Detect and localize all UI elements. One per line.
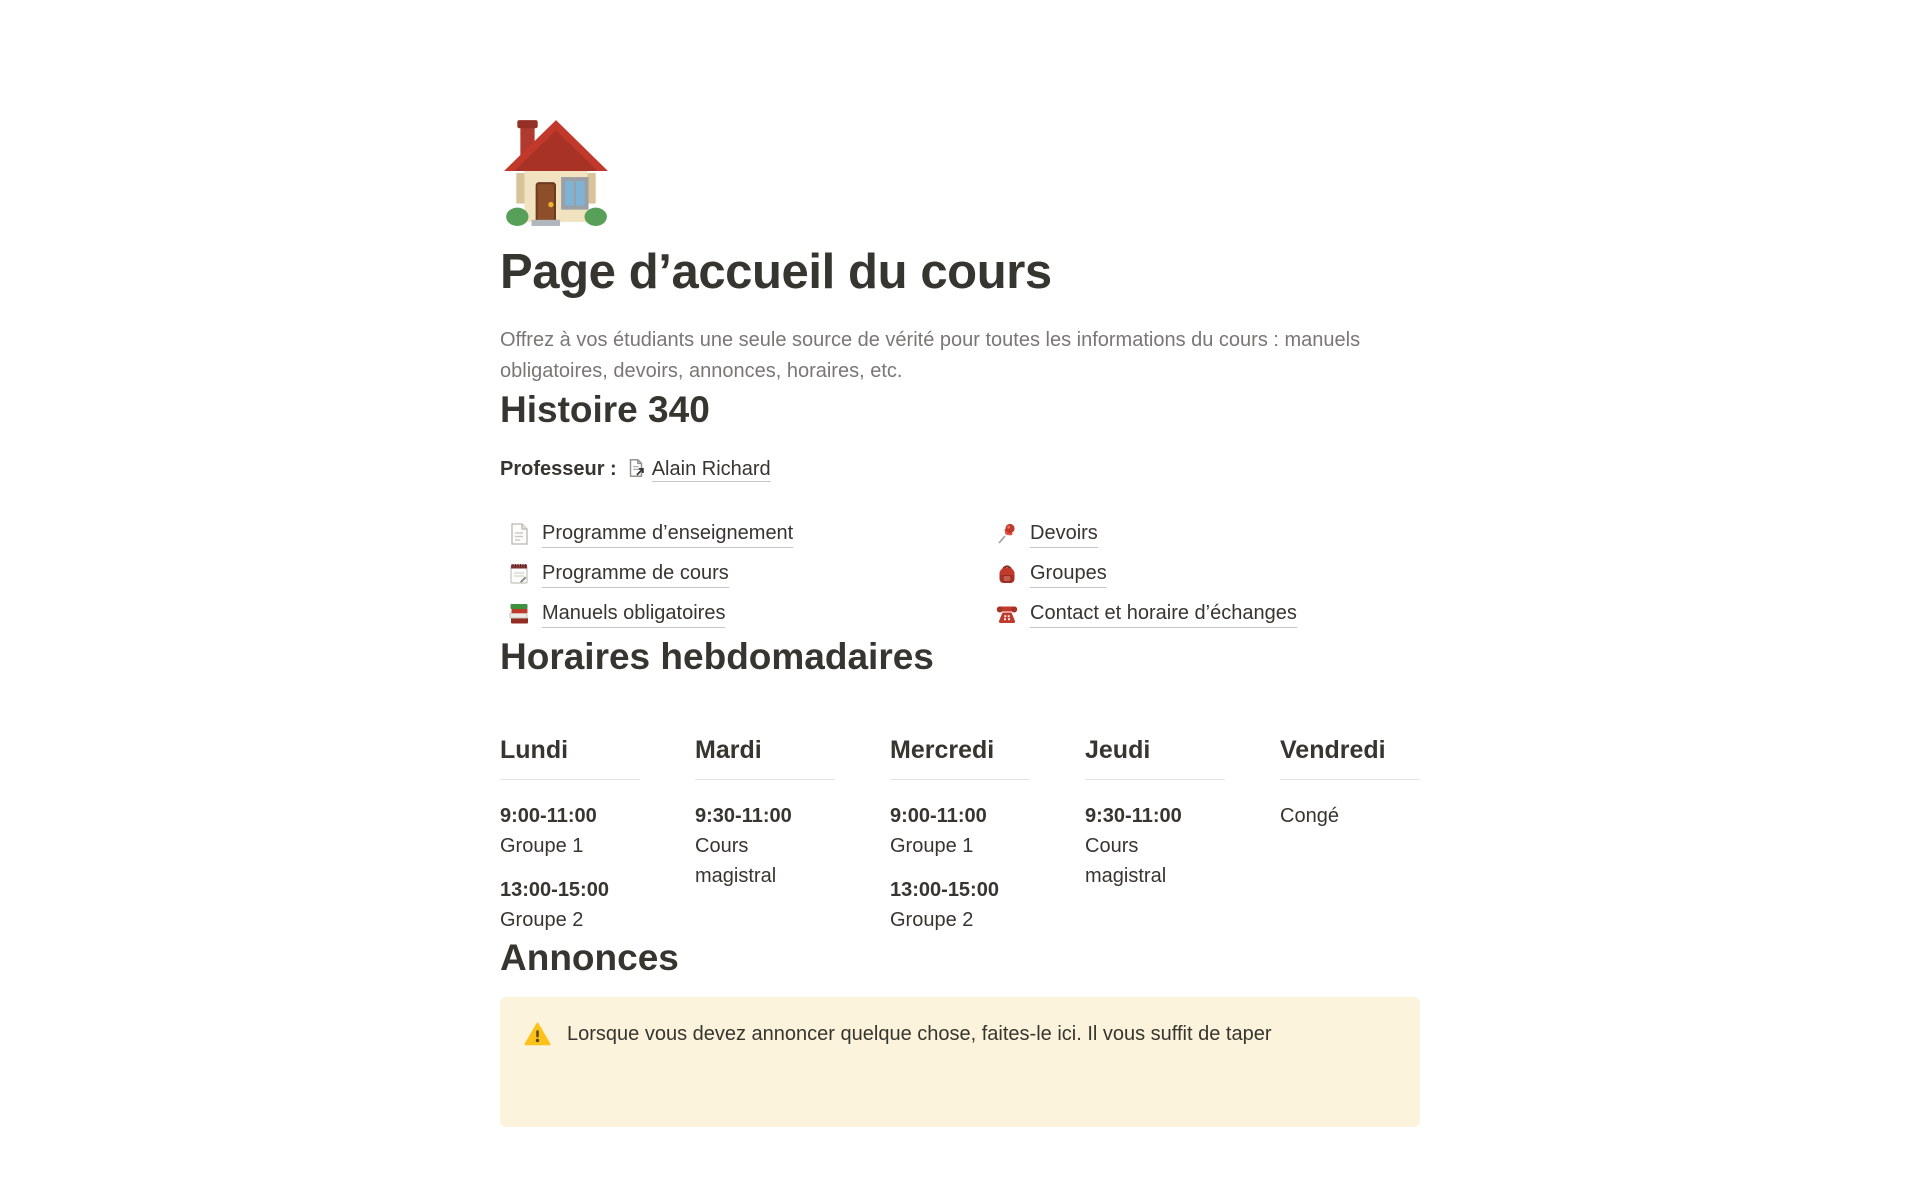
entry-detail: Groupe 2 xyxy=(500,908,584,931)
entry-detail: Groupe 1 xyxy=(500,834,584,857)
entry-detail: Groupe 2 xyxy=(890,908,974,931)
announcements-heading: Annonces xyxy=(500,936,679,978)
day-column-lundi xyxy=(500,734,640,935)
day-name: Mardi xyxy=(695,734,835,780)
page-title: Page d’accueil du cours xyxy=(500,245,1052,299)
link-label: Groupes xyxy=(1030,560,1107,588)
course-heading: Histoire 340 xyxy=(500,388,710,430)
quick-links-left xyxy=(500,514,931,634)
entry-time: 9:30-11:00 xyxy=(1085,804,1182,827)
entry-detail: Cours magistral xyxy=(695,834,777,887)
announcement-text: Lorsque vous devez annoncer quelque chose, faites-le ici. Il vous suffit de taper xyxy=(567,1023,1272,1046)
link-devoirs[interactable] xyxy=(988,514,1419,554)
schedule-entry xyxy=(890,801,1030,861)
books-icon xyxy=(507,602,531,626)
entry-time: 9:00-11:00 xyxy=(500,804,597,827)
warning-icon xyxy=(524,1021,551,1048)
schedule-entry xyxy=(1280,801,1420,831)
day-name: Mercredi xyxy=(890,734,1030,780)
notepad-icon xyxy=(507,562,531,586)
day-name: Lundi xyxy=(500,734,640,780)
link-label: Programme d’enseignement xyxy=(542,520,793,548)
house-icon[interactable] xyxy=(500,116,612,228)
link-contact[interactable] xyxy=(988,594,1419,634)
entry-time: 13:00-15:00 xyxy=(890,878,999,901)
link-manuels-obligatoires[interactable] xyxy=(500,594,931,634)
schedule-heading: Horaires hebdomadaires xyxy=(500,636,934,678)
day-column-mardi xyxy=(695,734,835,935)
backpack-icon xyxy=(995,562,1019,586)
link-label: Devoirs xyxy=(1030,520,1098,548)
day-column-jeudi xyxy=(1085,734,1225,935)
schedule-entry xyxy=(500,801,640,861)
day-column-vendredi xyxy=(1280,734,1420,935)
day-name: Vendredi xyxy=(1280,734,1420,780)
link-label: Programme de cours xyxy=(542,560,729,588)
schedule-entry xyxy=(695,801,835,891)
entry-detail: Congé xyxy=(1280,804,1339,827)
announcement-callout xyxy=(500,997,1420,1127)
page-description: Offrez à vos étudiants une seule source de vérité pour toutes les informations du cours : manuels obligatoires, devoirs, annonces, horaires, etc. xyxy=(500,328,1361,382)
link-label: Contact et horaire d’échanges xyxy=(1030,600,1297,628)
page-mention-icon xyxy=(625,457,647,479)
schedule-entry xyxy=(500,875,640,935)
page-icon xyxy=(507,522,531,546)
entry-detail: Cours magistral xyxy=(1085,834,1167,887)
link-programme-de-cours[interactable] xyxy=(500,554,931,594)
course-home-page xyxy=(500,116,1420,1127)
professor-line xyxy=(500,454,1420,484)
pushpin-icon xyxy=(995,522,1019,546)
professor-label: Professeur : xyxy=(500,458,617,481)
day-name: Jeudi xyxy=(1085,734,1225,780)
entry-detail: Groupe 1 xyxy=(890,834,974,857)
schedule-entry xyxy=(1085,801,1225,891)
professor-link[interactable]: Alain Richard xyxy=(651,458,771,481)
schedule-entry xyxy=(890,875,1030,935)
link-label: Manuels obligatoires xyxy=(542,600,725,628)
link-programme-enseignement[interactable] xyxy=(500,514,931,554)
weekly-schedule xyxy=(500,734,1420,935)
link-groupes[interactable] xyxy=(988,554,1419,594)
quick-links-right xyxy=(988,514,1419,634)
quick-links xyxy=(500,514,1420,634)
entry-time: 9:00-11:00 xyxy=(890,804,987,827)
entry-time: 9:30-11:00 xyxy=(695,804,792,827)
day-column-mercredi xyxy=(890,734,1030,935)
entry-time: 13:00-15:00 xyxy=(500,878,609,901)
telephone-icon xyxy=(995,602,1019,626)
